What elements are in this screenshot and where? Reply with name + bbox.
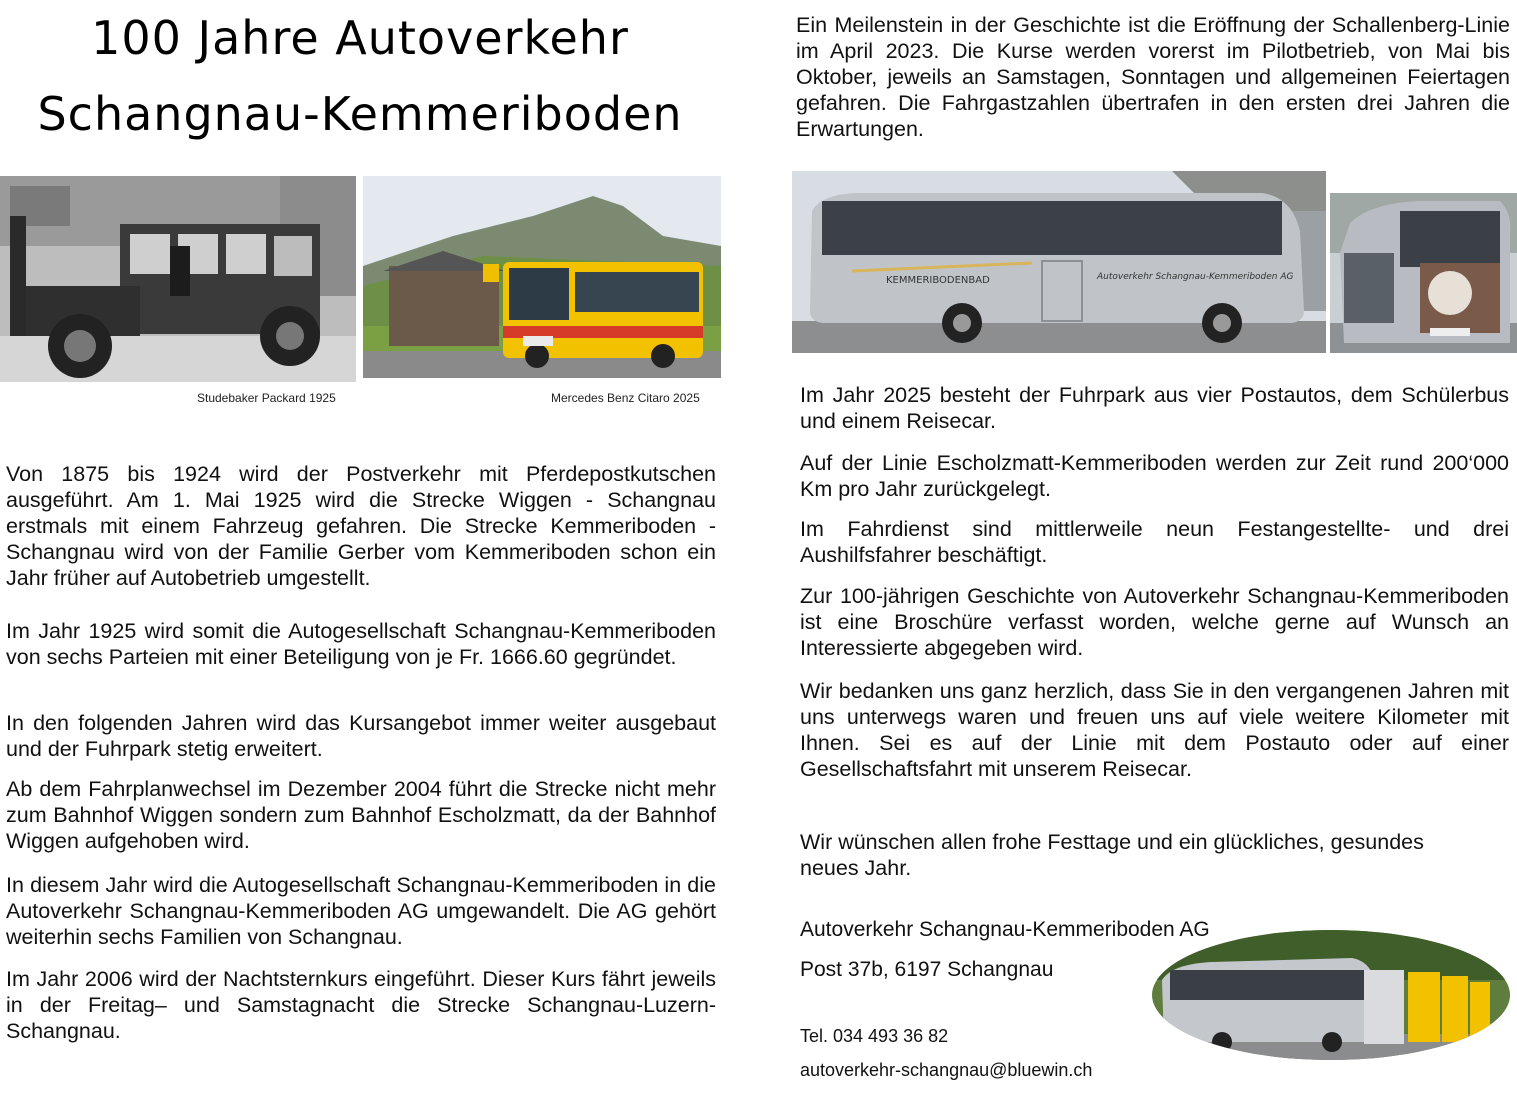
new-bus-caption: Mercedes Benz Citaro 2025 — [551, 391, 700, 405]
new-bus-photo — [363, 176, 721, 378]
brochure-paragraph: Zur 100-jährigen Geschichte von Autoverkehr Schangnau-Kemmeriboden ist eine Broschüre verfasst worden, welche gerne auf Wunsch an Interessierte abgegeben wird. — [800, 584, 1509, 660]
history-paragraph-3: In den folgenden Jahren wird das Kursangebot immer weiter ausgebaut und der Fuhrpark stetig erweitert. — [6, 711, 716, 761]
history-paragraph-1: Von 1875 bis 1924 wird der Postverkehr mit Pferdepostkutschen ausgeführt. Am 1. Mai 1925 wird die Strecke Wiggen - Schangnau erstmals mit einem Fahrzeug gefahren. Die Strecke Kemmeriboden - Schangnau wird von der Familie Gerber vom Kemmeriboden schon ein Jahr früher auf Autobetrieb umgestellt. — [6, 462, 716, 590]
staff-paragraph: Im Fahrdienst sind mittlerweile neun Festangestellte- und drei Aushilfsfahrer beschäftigt. — [800, 517, 1509, 567]
distance-paragraph: Auf der Linie Escholzmatt-Kemmeriboden werden zur Zeit rund 200‘000 Km pro Jahr zurückgelegt. — [800, 451, 1509, 501]
old-bus-photo — [0, 176, 356, 382]
history-paragraph-6: Im Jahr 2006 wird der Nachtsternkurs eingeführt. Dieser Kurs fährt jeweils in der Freitag– und Samstagnacht die Strecke Schangnau-Luzern-Schangnau. — [6, 967, 716, 1043]
fleet-oval-photo — [1152, 930, 1510, 1060]
coach-side-lettering: KEMMERIBODENBAD — [886, 275, 990, 286]
title-line-2: Schangnau-Kemmeriboden — [37, 87, 683, 141]
contact-phone[interactable]: Tel. 034 493 36 82 — [800, 1026, 949, 1046]
intro-paragraph: Ein Meilenstein in der Geschichte ist die Eröffnung der Schallenberg-Linie im April 2023. Die Kurse werden vorerst im Pilotbetrieb, von Mai bis Oktober, jeweils an Samstagen, Sonntagen und allgemeinen Feiertagen gefahren. Die Fahrgastzahlen übertrafen in den ersten drei Jahren die Erwartungen. — [796, 13, 1510, 141]
history-paragraph-5: In diesem Jahr wird die Autogesellschaft Schangnau-Kemmeriboden in die Autoverkehr Schangnau-Kemmeriboden AG umgewandelt. Die AG gehört weiterhin sechs Familien von Schangnau. — [6, 873, 716, 949]
coach-rear-photo — [1330, 193, 1517, 353]
history-paragraph-2: Im Jahr 1925 wird somit die Autogesellschaft Schangnau-Kemmeriboden von sechs Parteien mit einer Beteiligung von je Fr. 1666.60 gegründet. — [6, 619, 716, 669]
contact-email[interactable]: autoverkehr-schangnau@bluewin.ch — [800, 1060, 1093, 1080]
contact-company: Autoverkehr Schangnau-Kemmeriboden AG — [800, 918, 1210, 941]
coach-side-photo — [792, 171, 1326, 353]
fleet-paragraph: Im Jahr 2025 besteht der Fuhrpark aus vier Postautos, dem Schülerbus und einem Reisecar. — [800, 383, 1509, 433]
history-paragraph-4: Ab dem Fahrplanwechsel im Dezember 2004 führt die Strecke nicht mehr zum Bahnhof Wiggen sondern zum Bahnhof Escholzmatt, da der Bahnhof Wiggen aufgehoben wird. — [6, 777, 716, 853]
thanks-paragraph: Wir bedanken uns ganz herzlich, dass Sie in den vergangenen Jahren mit uns unterwegs waren und freuen uns auf viele weitere Kilometer mit Ihnen. Sei es auf der Linie mit dem Postauto oder auf einer Gesellschaftsfahrt mit unserem Reisecar. — [800, 679, 1509, 781]
coach-company-lettering: Autoverkehr Schangnau-Kemmeriboden AG — [1097, 272, 1294, 282]
greetings-paragraph: Wir wünschen allen frohe Festtage und ein glückliches, gesundes neues Jahr. — [800, 830, 1424, 880]
contact-address: Post 37b, 6197 Schangnau — [800, 958, 1054, 981]
page-title — [0, 0, 720, 152]
title-line-1: 100 Jahre Autoverkehr — [91, 11, 629, 65]
old-bus-caption: Studebaker Packard 1925 — [197, 391, 336, 405]
